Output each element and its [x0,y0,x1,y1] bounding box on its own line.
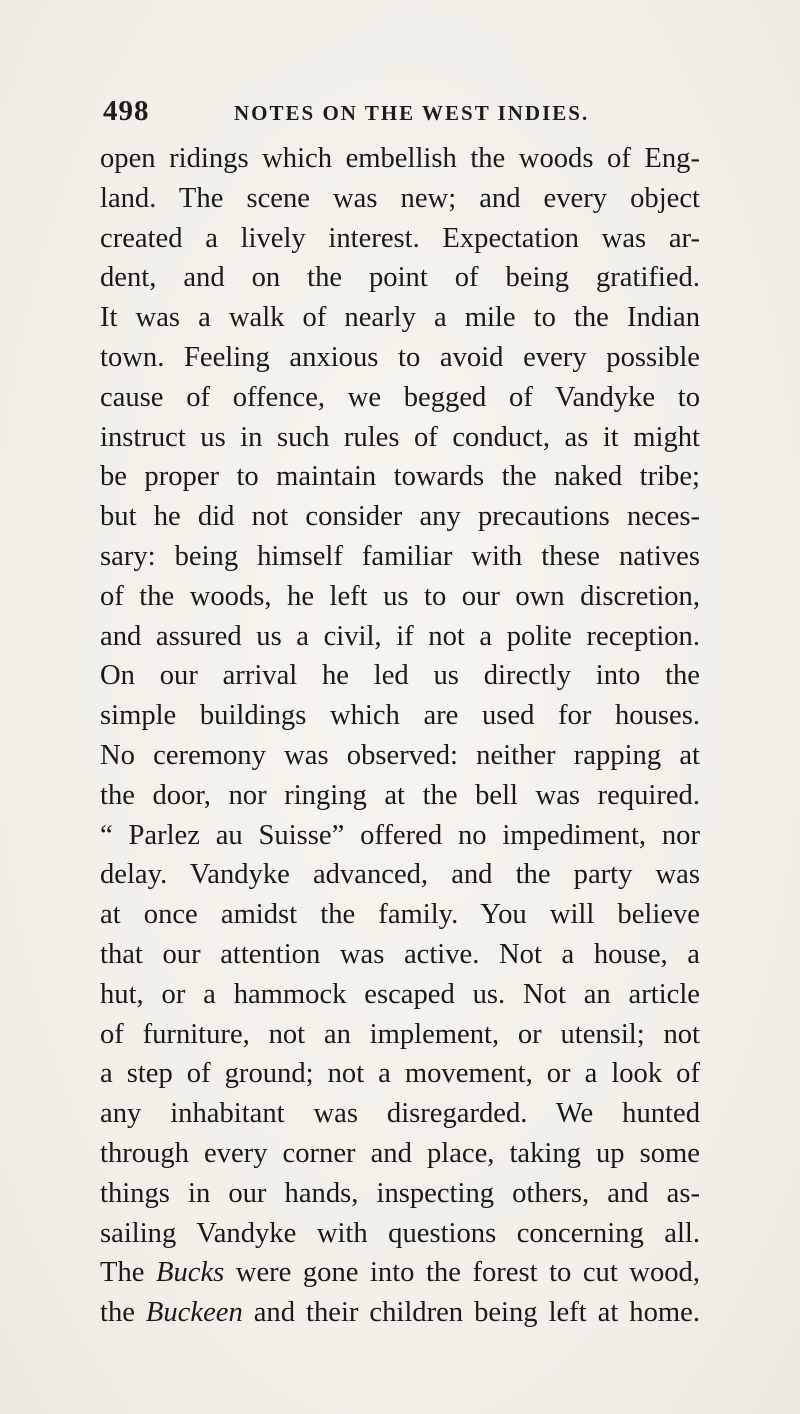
text-line-buckeen [100,1293,700,1333]
text-line: It was a walk of nearly a mile to the Indian [100,302,700,334]
text-line: cause of offence, we begged of Vandyke to [100,381,700,413]
text-line: sary: being himself familiar with these natives [100,540,700,572]
line-suffix: and their children being left at home. [242,1297,700,1329]
text-line: of the woods, he left us to our own discretion, [100,580,700,612]
text-line: town. Feeling anxious to avoid every possible [100,341,700,373]
italic-term-bucks: Bucks [155,1257,225,1289]
text-line: any inhabitant was disregarded. We hunted [100,1098,700,1130]
line-prefix: The [100,1257,156,1289]
text-line: be proper to maintain towards the naked tribe; [100,461,700,493]
page-header [103,95,683,131]
text-line: and assured us a civil, if not a polite reception. [100,620,700,652]
text-line: the door, nor ringing at the bell was required. [100,779,700,811]
text-line: at once amidst the family. You will believe [100,899,700,931]
text-line: hut, or a hammock escaped us. Not an article [100,978,700,1010]
italic-term-buckeen: Buckeen [145,1297,243,1329]
body-text [100,139,700,1333]
text-line: No ceremony was observed: neither rapping at [100,739,700,771]
page-number: 498 [103,95,150,127]
text-line: that our attention was active. Not a house, a [100,938,700,970]
line-prefix: the [100,1297,146,1329]
text-line: sailing Vandyke with questions concerning all. [100,1217,700,1249]
text-line: open ridings which embellish the woods of Eng- [100,143,700,174]
running-head: NOTES ON THE WEST INDIES. [234,101,590,125]
text-line: created a lively interest. Expectation was ar- [100,222,700,254]
text-line: dent, and on the point of being gratified. [100,262,700,294]
text-line: simple buildings which are used for houses. [100,700,700,732]
text-line: land. The scene was new; and every object [100,182,700,214]
text-line: On our arrival he led us directly into the [100,660,700,692]
text-line: “ Parlez au Suisse” offered no impediment, nor [100,819,700,851]
text-line: instruct us in such rules of conduct, as it might [100,421,700,453]
text-line: but he did not consider any precautions neces- [100,501,700,533]
text-line: things in our hands, inspecting others, and as- [100,1177,700,1209]
text-line: of furniture, not an implement, or utensil; not [100,1018,700,1050]
text-line-bucks [100,1253,700,1293]
text-line: through every corner and place, taking up some [100,1137,700,1169]
line-suffix: were gone into the forest to cut wood, [224,1257,700,1289]
text-line: delay. Vandyke advanced, and the party was [100,859,700,891]
text-line: a step of ground; not a movement, or a look of [100,1058,700,1090]
